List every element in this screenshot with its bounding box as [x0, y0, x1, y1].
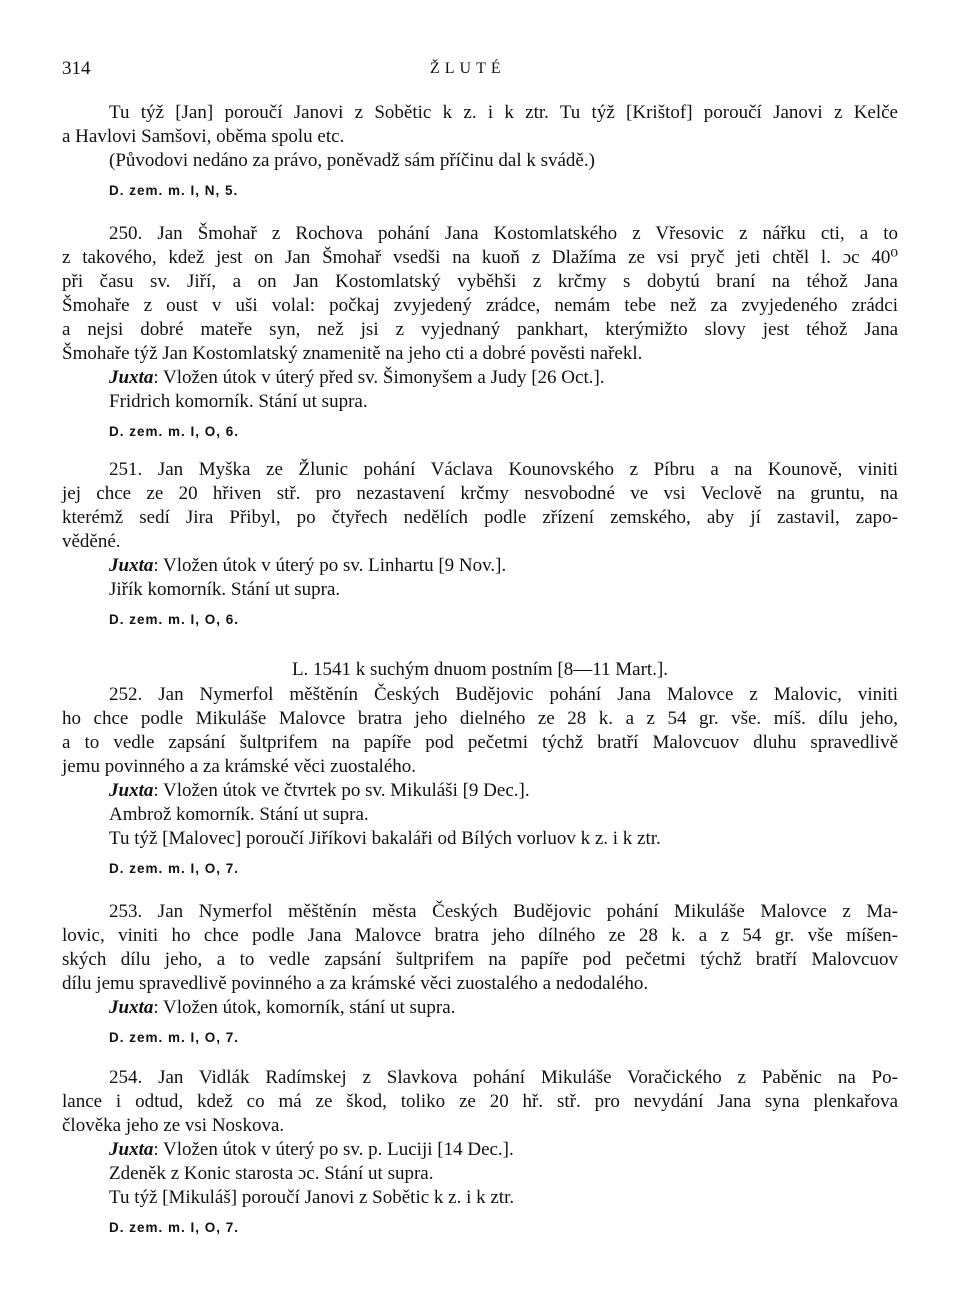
text-line: dílu jemu spravedlivě povinného a za krámské věci zuostalého a nedodalého. — [62, 973, 649, 994]
text-line: ho chce podle Mikuláše Malovce bratra jeho dielného ze 28 k. a z 54 gr. vše. míš. dílu jeho, — [62, 708, 898, 729]
juxta-text: : Vložen útok v úterý před sv. Šimonyšem a Judy [26 Oct.]. — [153, 367, 605, 388]
entry-252-first-line: 252. Jan Nymerfol měštěnín Českých Budějovic pohání Jana Malovce z Malovic, viniti — [109, 684, 898, 705]
juxta-line — [109, 554, 898, 578]
text-line: při času sv. Jiří, a on Jan Kostomlatský vyběhši z krčmy s dobytú braní na téhož Jana — [62, 271, 898, 292]
entry-251-first-line: 251. Jan Myška ze Žlunic pohání Václava Kounovského z Píbru a na Kounově, viniti — [109, 459, 898, 480]
juxta-text: : Vložen útok v úterý po sv. Linhartu [9 Nov.]. — [153, 555, 507, 576]
source-reference: D. zem. m. I, O, 7. — [109, 1030, 240, 1045]
juxta-line — [109, 779, 898, 803]
text-line: Šmohaře týž Jan Kostomlatský znamenitě na jeho cti a dobré pověsti nařekl. — [62, 343, 643, 364]
text-line: Ambrož komorník. Stání ut supra. — [109, 804, 369, 825]
juxta-label: Juxta — [109, 555, 154, 576]
text-line: (Původovi nedáno za právo, poněvadž sám příčinu dal k svádě.) — [109, 150, 595, 171]
juxta-label: Juxta — [109, 997, 154, 1018]
juxta-label: Juxta — [109, 1139, 154, 1160]
text-line: a nejsi dobré mateře syn, než jsi z vyjednaný pankhart, kterýmižto slovy jest téhož Jana — [62, 319, 898, 340]
text-line: jemu povinného a za krámské věci zuostalého. — [62, 756, 417, 777]
text-line: Tu týž [Malovec] poroučí Jiříkovi bakaláři od Bílých vorluov k z. i k ztr. — [109, 828, 661, 849]
text-line: a Havlovi Samšovi, oběma spolu etc. — [62, 126, 345, 147]
text-line: jej chce ze 20 hřiven stř. pro nezastavení krčmy nesvobodné ve vsi Veclově na gruntu, na — [62, 483, 898, 504]
source-reference: D. zem. m. I, O, 6. — [109, 612, 240, 627]
text-line: Tu týž [Jan] poroučí Janovi z Sobětic k z. i k ztr. Tu týž [Krištof] poroučí Janovi z Kelče — [109, 102, 898, 123]
entry-254-first-line: 254. Jan Vidlák Radímskej z Slavkova pohání Mikuláše Voračického z Paběnic na Po- — [109, 1067, 898, 1088]
juxta-line — [109, 996, 898, 1020]
source-reference: D. zem. m. I, N, 5. — [109, 183, 239, 198]
text-line: a to vedle zapsání šultprifem na papíře pod pečetmi týchž bratří Malovcuov dluhu spravedlivě — [62, 732, 898, 753]
running-title: ŽLUTÉ — [430, 60, 506, 77]
text-line: kterémž sedí Jira Přibyl, po čtyřech nedělích podle zřízení zemského, aby jí zastavil, zapo- — [62, 507, 898, 528]
text-line: z takového, kdež jest on Jan Šmohař vsedši na kuoň z Dlažíma ze vsi pryč jeti chtěl l. ɔc 40⁰ — [62, 247, 898, 268]
text-line: Tu týž [Mikuláš] poroučí Janovi z Sobětic k z. i k ztr. — [109, 1187, 515, 1208]
source-reference: D. zem. m. I, O, 7. — [109, 1220, 240, 1235]
juxta-line — [109, 366, 898, 390]
text-line: člověka jeho ze vsi Noskova. — [62, 1115, 285, 1136]
text-line: věděné. — [62, 531, 121, 552]
juxta-label: Juxta — [109, 780, 154, 801]
juxta-text: : Vložen útok, komorník, stání ut supra. — [153, 997, 456, 1018]
entry-253-first-line: 253. Jan Nymerfol měštěnín města Českých Budějovic pohání Mikuláše Malovce z Ma- — [109, 901, 898, 922]
text-line: Jiřík komorník. Stání ut supra. — [109, 579, 341, 600]
source-reference: D. zem. m. I, O, 6. — [109, 424, 240, 439]
text-line: lance i odtud, kdež co má ze škod, toliko ze 20 hř. stř. pro nevydání Jana syna plenkařova — [62, 1091, 898, 1112]
entry-250-first-line: 250. Jan Šmohař z Rochova pohání Jana Kostomlatského z Vřesovic z nářku cti, a to — [109, 223, 898, 244]
juxta-line — [109, 1138, 898, 1162]
section-heading: L. 1541 k suchým dnuom postním [8—11 Mart.]. — [291, 659, 669, 680]
juxta-label: Juxta — [109, 367, 154, 388]
text-line: Fridrich komorník. Stání ut supra. — [109, 391, 368, 412]
juxta-text: : Vložen útok v úterý po sv. p. Luciji [14 Dec.]. — [153, 1139, 514, 1160]
text-line: Šmohaře z oust v uši volal: počkaj zvyjedený zrádce, nemám tebe než za zvyjedeného zrádci — [62, 295, 898, 316]
text-line: ských dílu jeho, a to vedle zapsání šultprifem na papíře pod pečetmi týchž bratří Malovcuov — [62, 949, 898, 970]
source-reference: D. zem. m. I, O, 7. — [109, 861, 240, 876]
page-number: 314 — [62, 58, 91, 79]
text-line: lovic, viniti ho chce podle Jana Malovce bratra jeho dílného ze 28 k. a z 54 gr. vše míšen- — [62, 925, 898, 946]
juxta-text: : Vložen útok ve čtvrtek po sv. Mikuláši [9 Dec.]. — [153, 780, 530, 801]
text-line: Zdeněk z Konic starosta ɔc. Stání ut supra. — [109, 1163, 434, 1184]
